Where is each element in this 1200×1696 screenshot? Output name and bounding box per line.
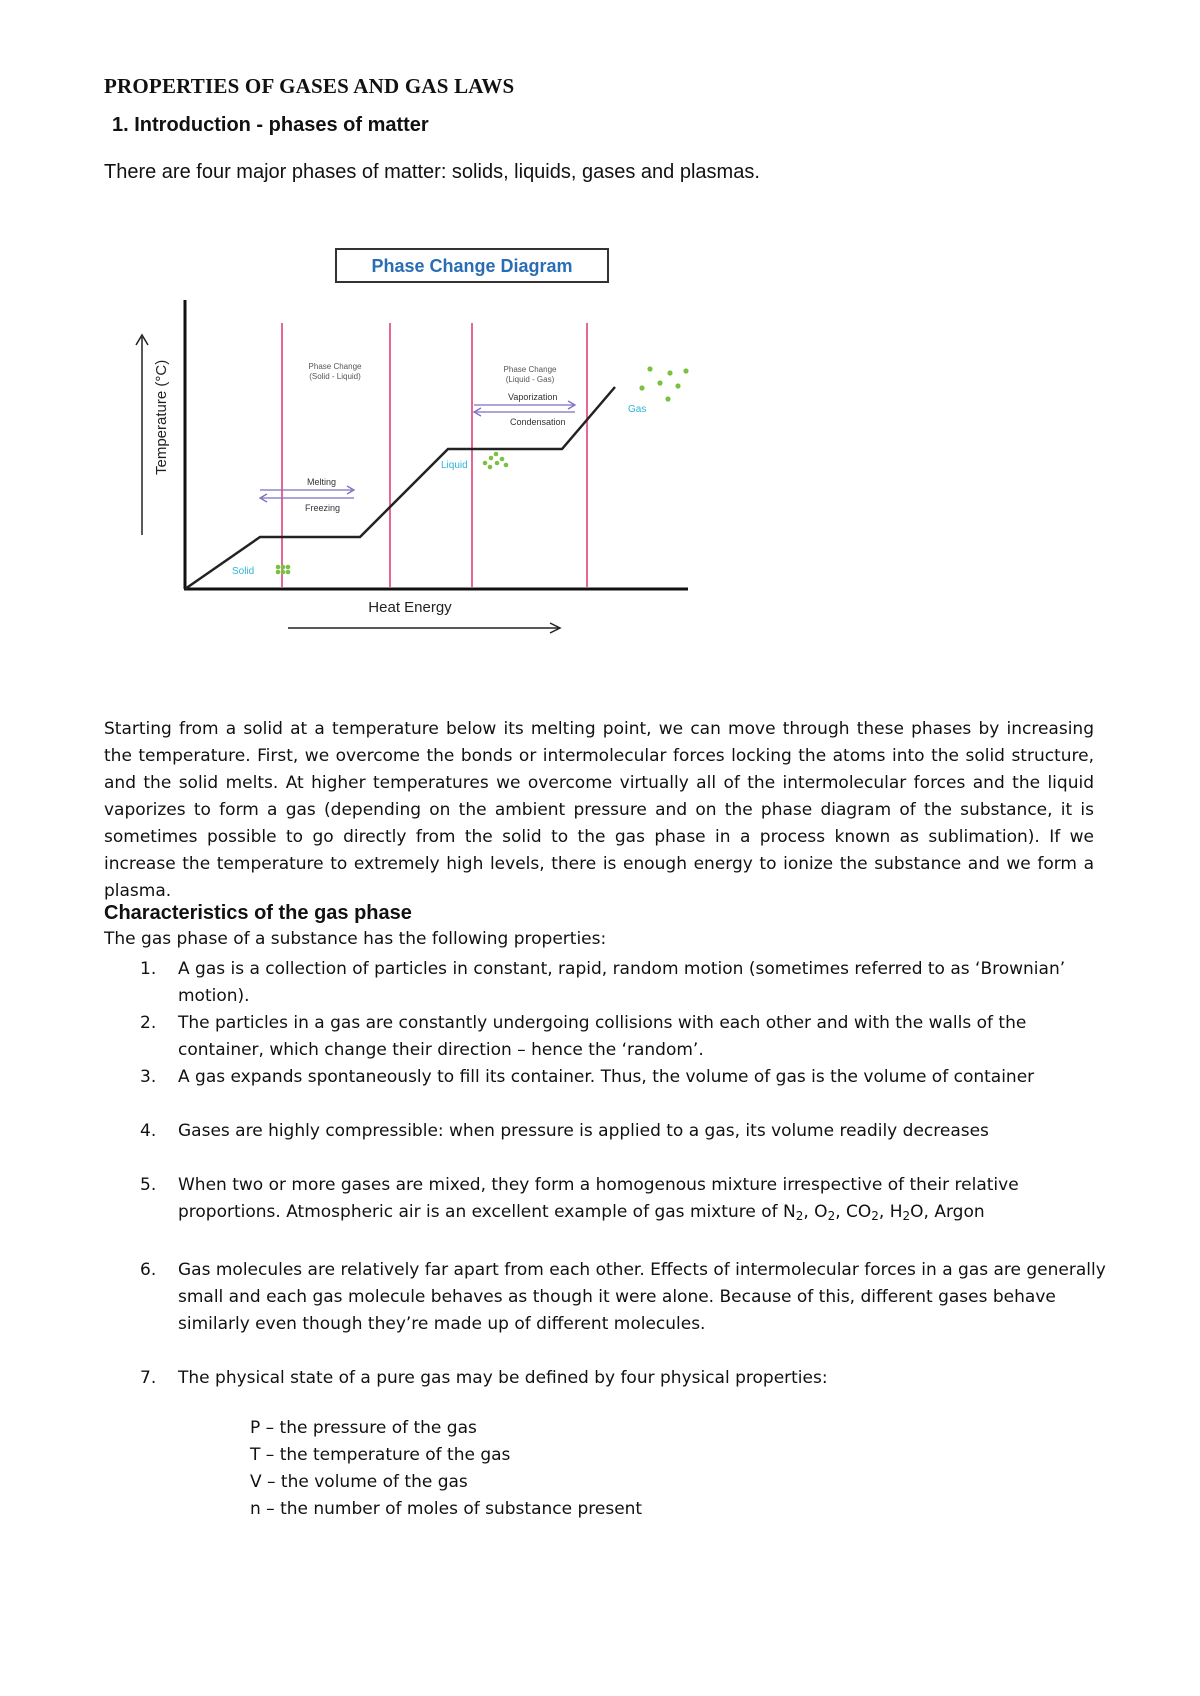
list-number: 5. bbox=[140, 1175, 157, 1195]
phases-explanation-paragraph: Starting from a solid at a temperature below its melting point, we can move through these phases by increasing the temperature. First, we overcome the bonds or intermolecular forces locking the atoms into the solid structure, and the solid melts. At higher temperatures we overcome virtually all of the intermolecular forces and the liquid vaporizes to form a gas (depending on the ambient pressure and on the phase diagram of the substance, it is sometimes possible to go directly from the solid to the gas phase in a process known as sublimation). If we increase the temperature to extremely high levels, there is enough energy to ionize the substance and we form a plasma. bbox=[104, 719, 1094, 901]
list-item-text bbox=[178, 1175, 1019, 1222]
band1-label-line1: Phase Change bbox=[308, 362, 362, 371]
list-number: 7. bbox=[140, 1368, 157, 1388]
intro-paragraph: There are four major phases of matter: solids, liquids, gases and plasmas. bbox=[104, 161, 760, 183]
list-item bbox=[104, 1172, 1114, 1230]
state-variable-temperature: T – the temperature of the gas bbox=[250, 1445, 511, 1465]
gas-mixture-text-end: O, Argon bbox=[910, 1202, 985, 1222]
list-item bbox=[104, 1010, 1114, 1064]
section-heading-introduction: 1. Introduction - phases of matter bbox=[112, 114, 429, 136]
condensation-label: Condensation bbox=[510, 417, 566, 427]
list-item bbox=[104, 1257, 1114, 1338]
list-item bbox=[104, 1064, 1114, 1091]
phase-change-diagram bbox=[130, 245, 760, 645]
section-heading-gas-characteristics: Characteristics of the gas phase bbox=[104, 902, 412, 924]
list-item-text: Gases are highly compressible: when pressure is applied to a gas, its volume readily decreases bbox=[178, 1121, 989, 1141]
list-item-text: The physical state of a pure gas may be defined by four physical properties: bbox=[178, 1368, 828, 1388]
solid-particles bbox=[276, 565, 291, 575]
melting-label: Melting bbox=[307, 477, 337, 487]
subscript: 2 bbox=[902, 1209, 911, 1223]
diagram-title: Phase Change Diagram bbox=[371, 256, 573, 276]
x-axis-label: Heat Energy bbox=[368, 599, 452, 616]
band1-label-line2: (Solid - Liquid) bbox=[309, 372, 361, 381]
state-variable-moles: n – the number of moles of substance present bbox=[250, 1499, 643, 1519]
liquid-label: Liquid bbox=[441, 460, 468, 471]
list-item-text: Gas molecules are relatively far apart from each other. Effects of intermolecular forces in a gas are generally small and each gas molecule behaves as though it were alone. Because of this, different gases behave similarly even though they’re made up of different molecules. bbox=[178, 1260, 1106, 1334]
list-number: 1. bbox=[140, 959, 157, 979]
formula-separator: , O bbox=[803, 1202, 828, 1222]
gas-properties-lead: The gas phase of a substance has the following properties: bbox=[104, 929, 607, 949]
gas-mixture-text: When two or more gases are mixed, they form a homogenous mixture irrespective of their relative proportions. Atmospheric air is an excellent example of gas mixture of N bbox=[178, 1175, 1019, 1222]
list-item-text: The particles in a gas are constantly undergoing collisions with each other and with the walls of the container, which change their direction – hence the ‘random’. bbox=[178, 1013, 1027, 1060]
freezing-label: Freezing bbox=[305, 503, 341, 513]
list-number: 3. bbox=[140, 1067, 157, 1087]
solid-label: Solid bbox=[232, 566, 255, 577]
list-number: 2. bbox=[140, 1013, 157, 1033]
subscript: 2 bbox=[795, 1209, 804, 1223]
state-variable-volume: V – the volume of the gas bbox=[250, 1472, 468, 1492]
formula-separator: , CO bbox=[835, 1202, 872, 1222]
state-variable-pressure: P – the pressure of the gas bbox=[250, 1418, 477, 1438]
list-item bbox=[104, 1365, 1114, 1392]
list-item bbox=[104, 956, 1114, 1010]
gas-particles bbox=[639, 366, 688, 401]
formula-separator: , H bbox=[878, 1202, 903, 1222]
band2-label-line2: (Liquid - Gas) bbox=[505, 375, 555, 384]
subscript: 2 bbox=[871, 1209, 879, 1223]
list-number: 4. bbox=[140, 1121, 157, 1141]
gas-properties-list bbox=[104, 956, 1114, 1392]
subscript: 2 bbox=[827, 1209, 836, 1223]
gas-label: Gas bbox=[628, 404, 647, 415]
list-item bbox=[104, 1118, 1114, 1145]
vaporization-label: Vaporization bbox=[508, 392, 558, 402]
band2-label-line1: Phase Change bbox=[503, 365, 557, 374]
list-item-text: A gas expands spontaneously to fill its container. Thus, the volume of gas is the volume of container bbox=[178, 1067, 1035, 1087]
liquid-particles bbox=[483, 452, 509, 470]
list-item-text: A gas is a collection of particles in constant, rapid, random motion (sometimes referred to as ‘Brownian’ motion). bbox=[178, 959, 1066, 1006]
y-axis-label: Temperature (°C) bbox=[153, 359, 170, 475]
state-variables-list bbox=[250, 1415, 642, 1523]
list-number: 6. bbox=[140, 1260, 157, 1280]
document-title: PROPERTIES OF GASES AND GAS LAWS bbox=[104, 74, 515, 98]
